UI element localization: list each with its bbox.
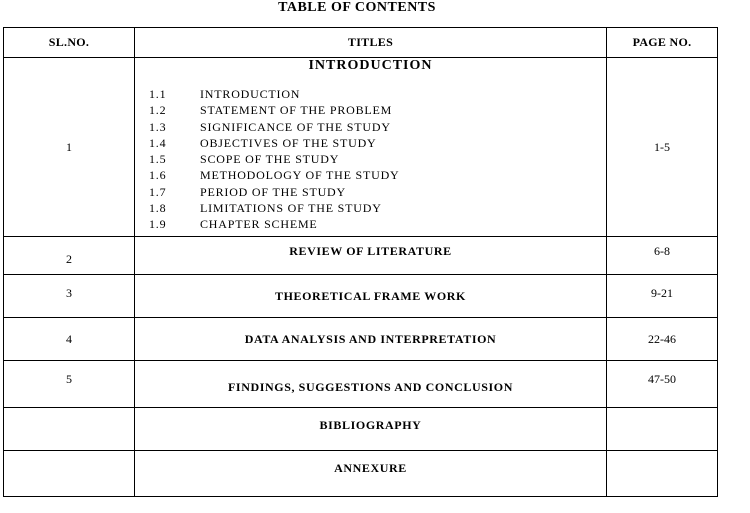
sl-no-cell bbox=[4, 451, 135, 497]
document-title: TABLE OF CONTENTS bbox=[278, 0, 436, 15]
title-cell: REVIEW OF LITERATURE bbox=[135, 237, 607, 275]
page-no-cell bbox=[607, 408, 718, 451]
page-no-cell bbox=[607, 451, 718, 497]
list-item bbox=[149, 119, 606, 135]
table-row bbox=[4, 58, 718, 237]
title-cell bbox=[135, 58, 607, 237]
subsection-number: 1.1 bbox=[149, 87, 167, 101]
subsection-label: OBJECTIVES OF THE STUDY bbox=[200, 135, 377, 150]
subsection-list bbox=[149, 86, 606, 233]
page-no-header: PAGE NO. bbox=[607, 28, 718, 58]
list-item bbox=[149, 151, 606, 167]
chapter-heading: INTRODUCTION bbox=[308, 58, 433, 73]
subsection-number: 1.2 bbox=[149, 103, 167, 118]
subsection-label: METHODOLOGY OF THE STUDY bbox=[200, 168, 400, 183]
sl-no-cell: 1 bbox=[4, 58, 135, 237]
subsection-number: 1.4 bbox=[149, 135, 167, 150]
table-row bbox=[4, 451, 718, 497]
list-item bbox=[149, 184, 606, 200]
subsection-label: PERIOD OF THE STUDY bbox=[200, 184, 346, 199]
subsection-number: 1.6 bbox=[149, 168, 167, 183]
title-cell: ANNEXURE bbox=[135, 451, 607, 497]
subsection-number: 1.3 bbox=[149, 119, 167, 134]
title-cell: FINDINGS, SUGGESTIONS AND CONCLUSION bbox=[135, 361, 607, 408]
page-no-cell: 1-5 bbox=[607, 58, 718, 237]
table-row bbox=[4, 237, 718, 275]
table-row bbox=[4, 408, 718, 451]
subsection-number: 1.9 bbox=[149, 217, 167, 232]
page-no-cell: 9-21 bbox=[607, 275, 718, 318]
subsection-label: STATEMENT OF THE PROBLEM bbox=[200, 103, 393, 118]
table-row bbox=[4, 361, 718, 408]
header-row bbox=[4, 28, 718, 58]
page-no-cell: 6-8 bbox=[607, 237, 718, 275]
sl-no-cell: 3 bbox=[4, 275, 135, 318]
title-cell: DATA ANALYSIS AND INTERPRETATION bbox=[135, 318, 607, 361]
contents-table bbox=[3, 27, 718, 497]
page-no-cell: 47-50 bbox=[607, 361, 718, 408]
subsection-number: 1.7 bbox=[149, 184, 167, 199]
sl-no-cell: 4 bbox=[4, 318, 135, 361]
titles-header: TITLES bbox=[135, 28, 607, 58]
title-cell: THEORETICAL FRAME WORK bbox=[135, 275, 607, 318]
sl-no-cell bbox=[4, 408, 135, 451]
list-item bbox=[149, 216, 606, 232]
list-item bbox=[149, 135, 606, 151]
subsection-label: LIMITATIONS OF THE STUDY bbox=[200, 201, 382, 216]
subsection-number: 1.5 bbox=[149, 152, 167, 167]
page-no-cell: 22-46 bbox=[607, 318, 718, 361]
list-item bbox=[149, 167, 606, 183]
subsection-label: INTRODUCTION bbox=[200, 87, 301, 101]
sl-no-cell: 5 bbox=[4, 361, 135, 408]
sl-no-cell: 2 bbox=[4, 237, 135, 275]
subsection-number: 1.8 bbox=[149, 201, 167, 216]
list-item bbox=[149, 102, 606, 118]
table-row bbox=[4, 275, 718, 318]
subsection-label: CHAPTER SCHEME bbox=[200, 217, 318, 232]
table-row bbox=[4, 318, 718, 361]
sl-no-header: SL.NO. bbox=[4, 28, 135, 58]
list-item bbox=[149, 200, 606, 216]
subsection-label: SIGNIFICANCE OF THE STUDY bbox=[200, 119, 391, 134]
title-cell: BIBLIOGRAPHY bbox=[135, 408, 607, 451]
list-item bbox=[149, 86, 606, 102]
subsection-label: SCOPE OF THE STUDY bbox=[200, 152, 340, 167]
